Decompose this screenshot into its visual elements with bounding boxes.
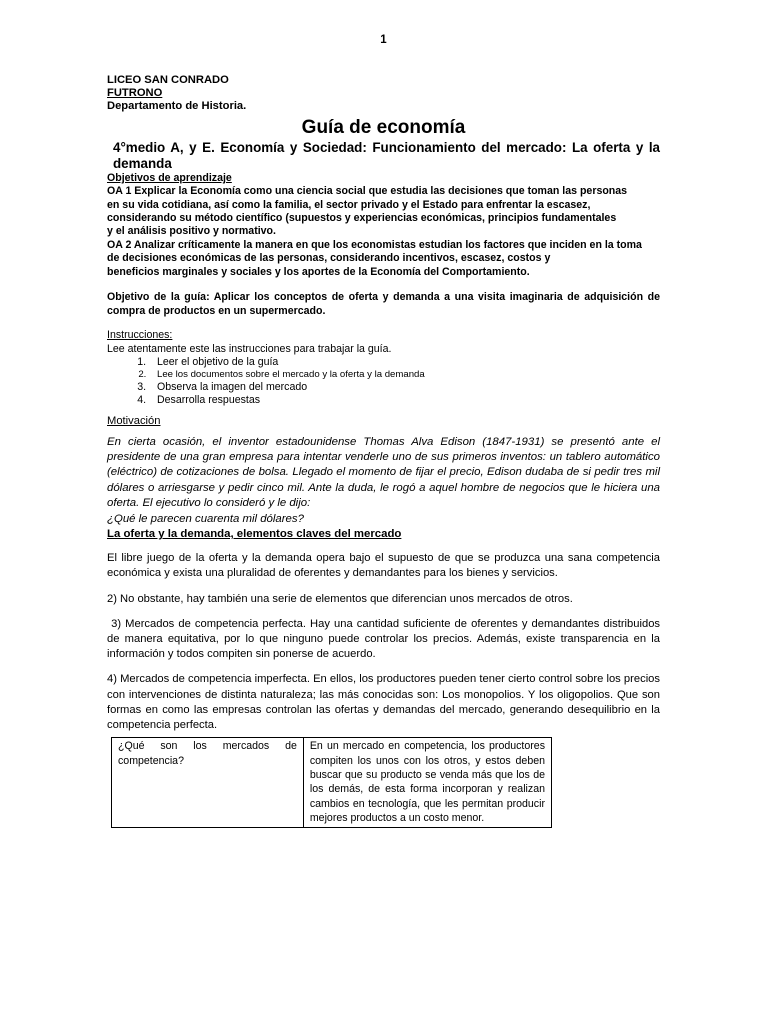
motivation-heading: Motivación xyxy=(107,415,161,428)
section-paragraph: 3) Mercados de competencia perfecta. Hay una cantidad suficiente de oferentes y demandantes distribuidos de manera equitativa, por lo que ninguno puede controlar los precios. Además, existe transparencia en la información y todos compiten sin ponerse de acuerdo. xyxy=(107,617,664,661)
qa-question: ¿Qué son los mercados de competencia? xyxy=(112,738,304,827)
instructions-heading-text: Instrucciones xyxy=(107,329,170,342)
instructions-heading xyxy=(107,329,660,343)
objective-line: en su vida cotidiana, así como la familia, el sector privado y el Estado para enfrentar la escasez, xyxy=(107,198,591,211)
objective-line: beneficios marginales y sociales y los aportes de la Economía del Comportamiento. xyxy=(107,265,530,278)
school-name: LICEO SAN CONRADO xyxy=(107,73,229,86)
guide-objective: Objetivo de la guía: Aplicar los conceptos de oferta y demanda a una visita imaginaria de adquisición de compra de productos en un supermercado. xyxy=(107,291,660,317)
objective-line: OA 1 Explicar la Economía como una ciencia social que estudia las decisiones que toman las personas xyxy=(107,185,628,198)
page-title: Guía de economía xyxy=(301,116,466,138)
instructions-heading-colon: : xyxy=(169,329,173,342)
motivation-paragraph: En cierta ocasión, el inventor estadounidense Thomas Alva Edison (1847-1931) se presentó ante el presidente de una gran empresa para intentar venderle uno de sus primeros inventos: un tablero automático (eléctrico) de cotizaciones de bolsa. Llegado el momento de fijar el precio, Edison dudaba de si pedir tres mil dólares o arriesgarse y pedir cinco mil. Ante la duda, le rogó a aquel hombre de negocios que le hiciera una oferta. El ejecutivo lo consideró y le dijo: xyxy=(107,435,660,510)
school-city: FUTRONO xyxy=(107,87,163,99)
school-department: Departamento de Historia. xyxy=(107,100,247,113)
page-subtitle: 4°medio A, y E. Economía y Sociedad: Funcionamiento del mercado: La oferta y la demanda xyxy=(113,139,660,171)
list-item: 1. Leer el objetivo de la guía xyxy=(149,356,660,368)
school-header xyxy=(107,74,660,114)
motivation-quote: ¿Qué le parecen cuarenta mil dólares? xyxy=(107,512,304,525)
instructions-list xyxy=(107,356,660,406)
section-paragraph: 4) Mercados de competencia imperfecta. En ellos, los productores pueden tener cierto control sobre los precios con intervenciones de distinta naturaleza; las más conocidas son: Los monopolios. Y los oligopolios. Que son formas en como las empresas controlan las ofertas y demandas del mercado, generando desequilibrio en la competencia perfecta. xyxy=(107,673,660,731)
motivation-text xyxy=(107,435,660,527)
qa-table xyxy=(111,737,552,827)
objective-line: de decisiones económicas de las personas, considerando incentivos, escasez, costos y xyxy=(107,252,551,265)
page-number: 1 xyxy=(380,34,387,46)
document-page xyxy=(107,34,664,828)
learning-objectives-heading: Objetivos de aprendizaje xyxy=(107,171,232,184)
list-item: 4. Desarrolla respuestas xyxy=(149,394,660,406)
objective-line: OA 2 Analizar críticamente la manera en que los economistas estudian los factores que inciden en la toma xyxy=(107,238,642,251)
instructions-intro: Lee atentamente este las instrucciones para trabajar la guía. xyxy=(107,342,392,355)
list-item: 2. Lee los documentos sobre el mercado y la oferta y la demanda xyxy=(149,369,660,381)
section-paragraph: 2) No obstante, hay también una serie de elementos que diferencian unos mercados de otros. xyxy=(107,592,573,605)
table-row xyxy=(112,738,552,827)
section-paragraph: El libre juego de la oferta y la demanda opera bajo el supuesto de que se produzca una sana competencia económica y exista una pluralidad de oferentes y demandantes para los bienes y servicios. xyxy=(107,552,660,580)
learning-objectives xyxy=(107,172,660,279)
list-item: 3. Observa la imagen del mercado xyxy=(149,381,660,393)
objective-line: considerando su método científico (supuestos y experiencias económicas, principios fundamentales xyxy=(107,212,617,225)
qa-answer: En un mercado en competencia, los productores compiten los unos con los otros, y estos deben buscar que su producto se venda más que los de los demás, de esta forma incorporan y realizan cambios en tecnología, que les permitan producir mejores productos a un costo menor. xyxy=(303,738,551,827)
objective-line: y el análisis positivo y normativo. xyxy=(107,225,276,238)
section-heading: La oferta y la demanda, elementos claves del mercado xyxy=(107,528,402,541)
